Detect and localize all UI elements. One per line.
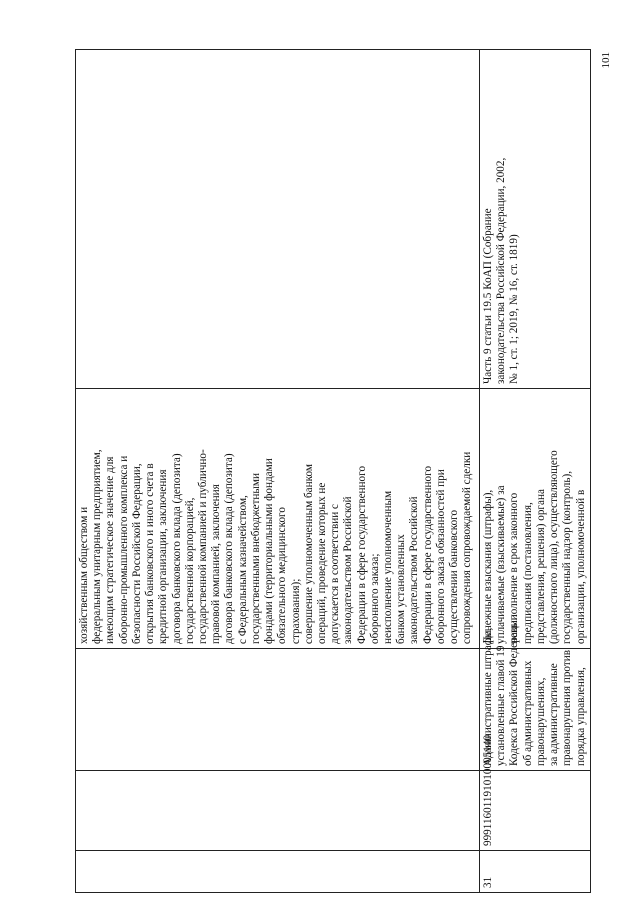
table-row-continuation xyxy=(76,50,480,893)
description-line: неисполнение уполномоченным xyxy=(382,490,395,644)
description-line: оборонного заказа обязанностей при xyxy=(434,469,447,644)
cell-code xyxy=(480,734,591,851)
description-line: государственной компанией и публично- xyxy=(196,449,209,644)
name-line: об административных xyxy=(521,660,534,766)
row-number: 31 xyxy=(482,876,494,888)
description-line: с Федеральным казначейством, xyxy=(236,495,249,644)
name-line: Кодекса Российской Федерации xyxy=(508,614,521,766)
description-line: организации, уполномоченной в xyxy=(574,489,587,644)
description-line: кредитной организации, заключения xyxy=(157,469,170,644)
description-line: Денежные взыскания (штрафы), xyxy=(482,489,494,644)
name-line: установленные главой 19 xyxy=(495,645,508,766)
description-line: обязательного медицинского xyxy=(276,507,289,644)
rotated-page-content xyxy=(75,50,587,893)
description-line: невыполнение в срок законного xyxy=(508,492,521,644)
name-line: за административные xyxy=(548,663,561,766)
legal-basis-line: № 1, ст. 1; 2019, № 16, ст. 1819) xyxy=(508,234,521,384)
description-line: безопасности Российской Федерации, xyxy=(130,463,143,644)
name-line: правонарушениях, xyxy=(534,677,547,766)
description-line: (должностного лица), осуществляющего xyxy=(548,450,561,644)
description-line: уплачиваемые (взыскиваемые) за xyxy=(495,485,508,644)
budget-code: 99911601191010005140 xyxy=(482,734,494,846)
description-line: законодательством Российской xyxy=(408,496,421,644)
revenue-name-text xyxy=(482,614,588,766)
budget-codes-table xyxy=(75,49,591,893)
description-line: договора банковского вклада (депозита) xyxy=(170,453,183,644)
description-line: договора банковского вклада (депозита) xyxy=(223,453,236,644)
description-line: открытия банковского и иного счета в xyxy=(144,463,157,644)
continuation-description-text xyxy=(78,393,475,644)
cell-number-empty xyxy=(76,851,480,893)
page-number: 101 xyxy=(600,52,612,69)
description-line: банком установленных xyxy=(395,534,408,644)
description-line: операций, проведение которых не xyxy=(315,482,328,644)
legal-basis-text xyxy=(482,54,522,384)
cell-legal-basis-empty xyxy=(76,50,480,389)
description-line: представления, решения) органа xyxy=(534,489,547,644)
table-row-31 xyxy=(480,50,591,893)
description-line: страхования); xyxy=(289,578,302,644)
description-line: Федерации в сфере государственного xyxy=(421,465,434,644)
cell-name-empty xyxy=(76,649,480,771)
description-line: осуществлении банковского xyxy=(448,509,461,644)
description-line: сопровождения сопровождаемой сделки xyxy=(461,451,474,644)
cell-description xyxy=(480,389,591,649)
description-line: государственный надзор (контроль), xyxy=(561,470,574,644)
rotated-table-wrapper xyxy=(75,50,587,893)
legal-basis-line: законодательства Российской Федерации, 2002, xyxy=(495,157,508,384)
name-line: правонарушения против xyxy=(561,649,574,766)
description-line: законодательством Российской xyxy=(342,496,355,644)
description-line: Федерации в сфере государственного xyxy=(355,465,368,644)
description-line: хозяйственным обществом и xyxy=(78,506,90,644)
description-line: совершение уполномоченным банком xyxy=(302,464,315,644)
name-line: порядка управления, xyxy=(574,667,587,766)
description-line: допускается в соответствии с xyxy=(329,503,342,644)
cell-legal-basis xyxy=(480,50,591,389)
legal-basis-line: Часть 9 статьи 19.5 КоАП (Собрание xyxy=(482,208,494,384)
description-line: государственными внебюджетными xyxy=(249,473,262,644)
cell-description-continuation xyxy=(76,389,480,649)
name-line: Административные штрафы, xyxy=(482,627,494,766)
description-line: правовой компанией, заключения xyxy=(210,484,223,644)
description-line: оборонного заказа; xyxy=(368,553,381,644)
description-line: предписания (постановления, xyxy=(521,502,534,644)
description-line: государственной корпорацией, xyxy=(183,497,196,644)
cell-code-empty xyxy=(76,771,480,851)
description-line: оборонно-промышленного комплекса и xyxy=(117,455,130,644)
revenue-description-text xyxy=(482,393,588,644)
description-line: имеющим стратегическое значение для xyxy=(104,456,117,644)
cell-row-number xyxy=(480,851,591,893)
description-line: федеральным унитарным предприятием, xyxy=(91,449,104,644)
cell-name xyxy=(480,614,591,771)
description-line: фондами (территориальными фондами xyxy=(263,458,276,644)
